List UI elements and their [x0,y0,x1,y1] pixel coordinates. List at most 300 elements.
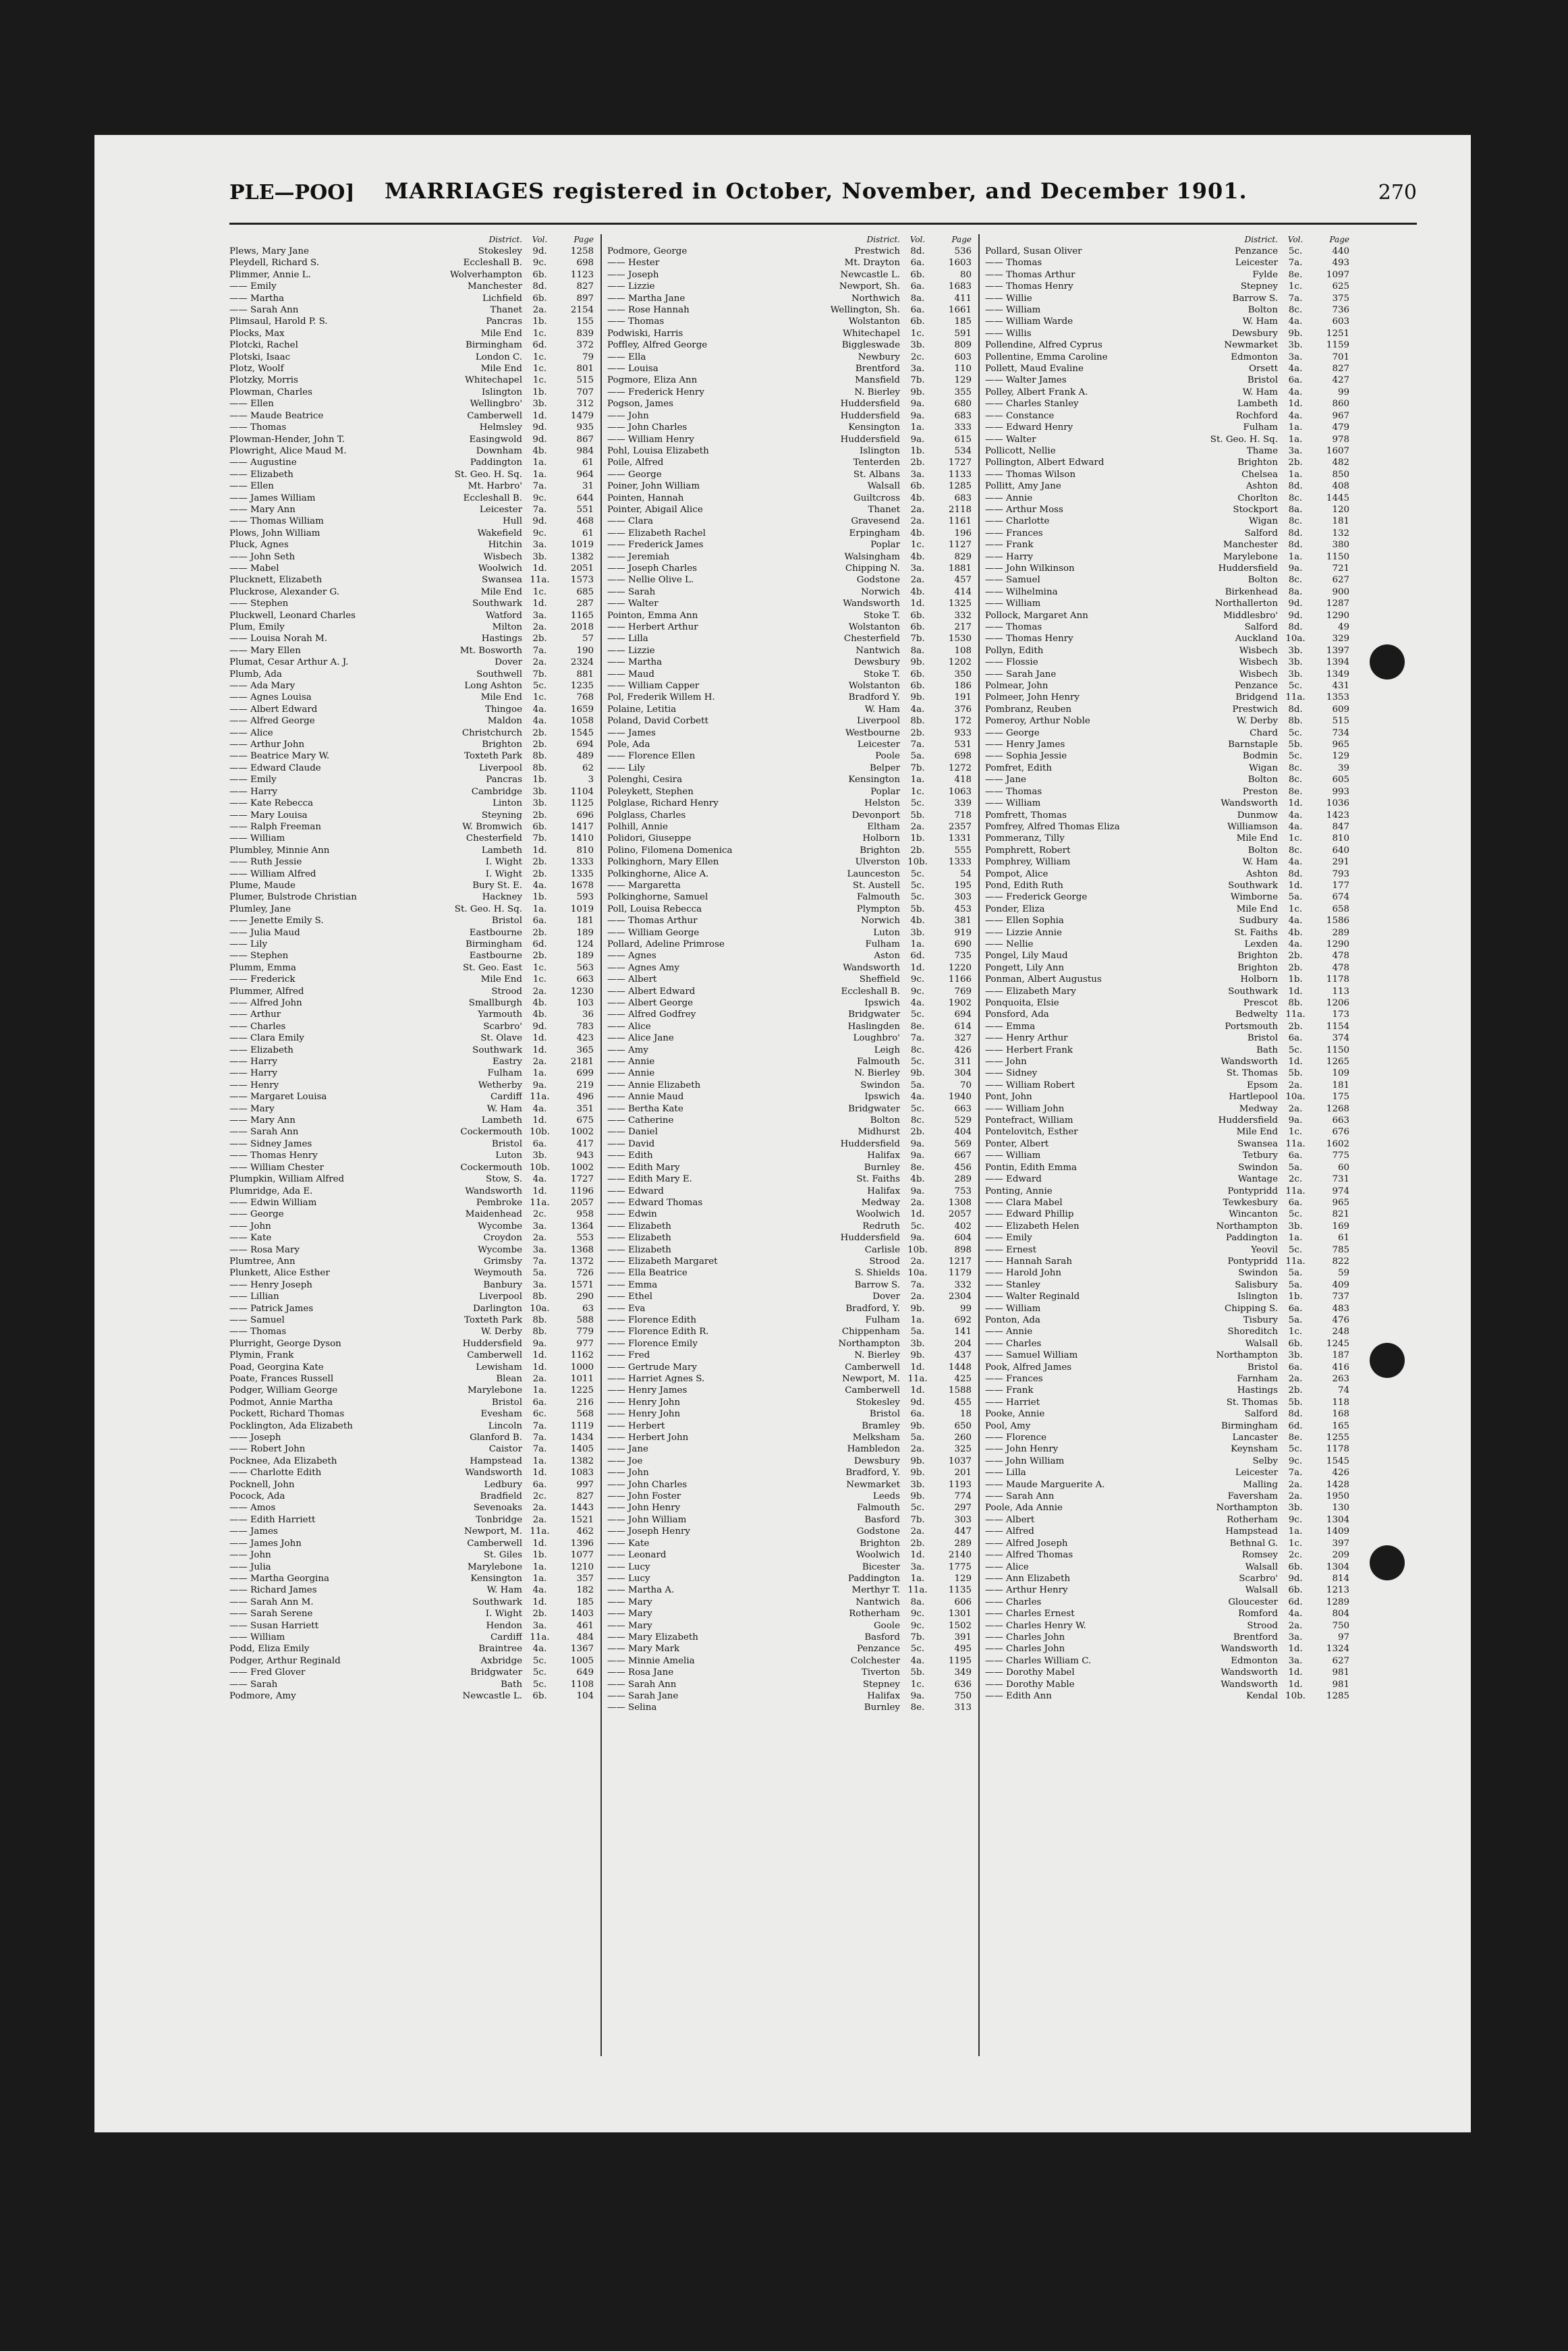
entry-district: Marylebone [1223,551,1278,562]
entry-page: 965 [1332,1197,1349,1208]
register-entry [229,1197,594,1209]
entry-volume: 2a. [910,1256,925,1267]
entry-page: 462 [576,1526,594,1537]
entry-page: 1005 [570,1655,594,1666]
entry-name: —— Flossie [985,657,1038,668]
entry-district: Wandsworth [843,962,900,973]
entry-district: Poplar [870,540,900,551]
entry-name: —— Jane [607,1444,648,1455]
entry-volume: 7a. [910,1033,925,1044]
entry-district: St. Faiths [1234,927,1278,938]
entry-page: 1220 [948,962,972,973]
register-entry [985,469,1349,480]
entry-page: 1235 [570,681,594,692]
entry-name: —— Ethel [607,1292,653,1302]
register-entry [229,1432,594,1443]
entry-district: Rochford [1235,410,1278,421]
entry-name: —— Elizabeth Mary [985,986,1076,997]
entry-volume: 5b. [1288,1068,1303,1079]
entry-page: 260 [954,1433,972,1443]
register-entry [229,856,594,868]
entry-volume: 1d. [1288,1679,1303,1690]
entry-page: 984 [576,445,594,456]
entry-name: Pluck, Agnes [229,540,289,551]
register-entry [607,1009,972,1020]
entry-name: —— Emily [985,1233,1032,1244]
entry-volume: 6b. [910,269,925,280]
entry-page: 187 [1332,1350,1349,1361]
entry-page: 1178 [1326,974,1349,985]
entry-name: —— William Chester [229,1162,325,1173]
entry-name: —— Gertrude Mary [607,1362,697,1373]
entry-volume: 9d. [1288,610,1303,621]
entry-page: 391 [954,1632,972,1642]
register-entry [229,480,594,492]
entry-page: 457 [954,575,972,586]
entry-page: 977 [576,1338,594,1349]
entry-district: Walsall [1245,1585,1278,1596]
entry-page: 97 [1337,1632,1349,1642]
entry-name: —— Thomas [607,316,665,327]
entry-page: 1127 [948,540,972,551]
entry-district: Swansea [481,575,522,586]
entry-district: Bristol [869,1409,900,1420]
register-entry [229,445,594,457]
entry-name: —— Alice [229,727,273,738]
entry-page: 414 [954,586,972,597]
entry-page: 493 [1332,258,1349,269]
register-entry [607,1068,972,1079]
entry-volume: 8c. [1288,775,1303,785]
entry-district: Chard [1250,727,1278,738]
entry-volume: 1c. [532,692,547,703]
register-entry [607,398,972,410]
entry-page: 839 [576,328,594,339]
entry-district: Thanet [490,305,522,316]
entry-district: Chipping N. [845,563,900,574]
entry-district: Camberwell [845,1362,900,1373]
entry-district: Falmouth [856,1057,900,1068]
entry-district: Cockermouth [460,1127,522,1138]
entry-name: —— Ann Elizabeth [985,1573,1071,1584]
entry-page: 168 [1332,1409,1349,1420]
register-entry [985,1138,1349,1150]
entry-page: 297 [954,1503,972,1514]
entry-name: —— Kate [607,1538,650,1549]
entry-district: Eccleshall B. [463,258,522,269]
register-entry [607,1502,972,1514]
entry-page: 591 [954,328,972,339]
entry-volume: 4a. [1288,810,1303,821]
register-entry [229,1186,594,1197]
entry-page: 1353 [1326,692,1349,703]
entry-district: Halifax [867,1690,900,1701]
entry-volume: 8b. [532,751,547,762]
entry-name: —— Willis [985,328,1032,339]
entry-volume: 1d. [1288,986,1303,997]
entry-volume: 9c. [910,1620,925,1631]
entry-page: 3 [588,775,594,785]
entry-name: —— Wilhelmina [985,586,1058,597]
entry-page: 958 [576,1209,594,1220]
entry-page: 753 [954,1186,972,1196]
entry-volume: 2b. [532,810,547,821]
entry-page: 423 [576,1033,594,1044]
entry-volume: 10b. [530,1127,550,1138]
entry-page: 248 [1332,1327,1349,1337]
entry-name: —— Nellie [985,939,1034,949]
register-entry [229,1373,594,1385]
entry-volume: 4b. [910,551,925,562]
entry-page: 965 [1332,740,1349,750]
entry-volume: 9d. [532,1021,547,1032]
entry-page: 663 [954,1103,972,1114]
entry-name: Ponting, Annie [985,1186,1053,1196]
entry-district: St. Geo. H. Sq. [454,904,522,914]
entry-district: Islington [1237,1292,1278,1302]
entry-volume: 9b. [910,1456,925,1466]
entry-district: Islington [482,387,522,397]
register-entry [985,363,1349,375]
entry-name: —— William Henry [607,434,694,445]
entry-district: Barnstaple [1228,740,1278,750]
register-entry [985,563,1349,574]
entry-district: Mt. Harbro' [468,481,522,492]
entry-district: Faversham [1227,1491,1278,1502]
register-entry [985,1303,1349,1315]
register-entry [607,1256,972,1267]
entry-page: 409 [1332,1279,1349,1290]
register-entry [607,1056,972,1068]
entry-volume: 6a. [1288,1033,1303,1044]
entry-page: 1097 [1326,269,1349,280]
entry-name: —— Samuel [229,1315,285,1325]
entry-volume: 5c. [1288,727,1303,738]
entry-page: 417 [576,1138,594,1149]
entry-district: Plympton [856,904,900,914]
entry-district: Strood [869,1256,900,1267]
entry-name: Plumm, Emma [229,962,296,973]
entry-page: 1545 [1326,1456,1349,1466]
entry-page: 614 [954,1021,972,1032]
register-entry [607,880,972,891]
entry-volume: 1d. [910,1362,925,1373]
entry-volume: 7a. [532,504,547,515]
column-header [985,234,1349,246]
entry-name: —— John [985,1057,1027,1068]
entry-district: Bridgwater [470,1667,522,1678]
entry-page: 189 [576,951,594,962]
entry-page: 810 [576,845,594,856]
entry-volume: 4a. [1288,316,1303,327]
entry-page: 416 [1332,1362,1349,1373]
entry-name: —— Charles [985,1338,1042,1349]
entry-district: Mile End [480,586,522,597]
entry-name: —— Edward Claude [229,763,321,773]
entry-volume: 1d. [532,1350,547,1361]
entry-volume: 1c. [1288,1538,1303,1549]
entry-name: —— Edith Mary [607,1162,680,1173]
entry-name: —— Harriet Agnes S. [607,1374,705,1384]
entry-volume: 1a. [1288,422,1303,433]
register-entry [607,1232,972,1244]
entry-volume: 8b. [532,1327,547,1337]
entry-page: 130 [1332,1503,1349,1514]
entry-district: Basford [864,1514,900,1525]
register-entry [607,1561,972,1573]
entry-name: —— John William [985,1456,1065,1466]
entry-page: 1019 [570,904,594,914]
register-entry [229,1091,594,1103]
entry-volume: 9b. [910,1303,925,1314]
entry-district: Swansea [1237,1138,1278,1149]
entry-name: —— Elizabeth Helen [985,1221,1080,1232]
entry-name: Pogson, James [607,399,674,410]
entry-district: Penzance [1234,681,1278,692]
entry-name: —— Albert [985,1514,1035,1525]
register-entry [607,1138,972,1150]
register-entry [607,375,972,386]
entry-name: —— William John [985,1103,1065,1114]
entry-page: 1178 [1326,1444,1349,1455]
register-entry [229,1679,594,1690]
entry-page: 365 [576,1045,594,1055]
entry-district: Mile End [480,328,522,339]
register-entry [985,1267,1349,1279]
entry-volume: 9a. [532,1080,547,1090]
entry-page: 615 [954,434,972,445]
entry-name: —— Selina [607,1703,657,1713]
register-entry [985,1655,1349,1667]
register-entry [985,1561,1349,1573]
entry-volume: 8c. [1288,575,1303,586]
entry-page: 1002 [570,1162,594,1173]
entry-name: Pond, Edith Ruth [985,880,1063,891]
entry-page: 165 [1332,1420,1349,1431]
entry-name: —— Emily [229,281,277,292]
entry-volume: 9b. [910,387,925,397]
entry-name: —— Frederick George [985,892,1088,903]
register-entry [607,328,972,339]
entry-district: Salisbury [1235,1279,1278,1290]
entry-district: Hartlepool [1229,1092,1278,1103]
entry-volume: 6b. [1288,1585,1303,1596]
entry-name: Pole, Ada [607,740,650,750]
entry-volume: 8d. [1288,868,1303,879]
entry-page: 1602 [1326,1138,1349,1149]
entry-district: Brentford [855,364,900,375]
entry-district: Mansfield [855,375,900,386]
entry-volume: 1a. [1288,1233,1303,1244]
entry-volume: 3a. [1288,1655,1303,1666]
entry-district: Leicester [857,740,900,750]
register-column-1 [229,234,594,1702]
entry-name: —— Kate [229,1233,272,1244]
register-entry [229,845,594,856]
entry-page: 699 [576,1068,594,1079]
entry-page: 1193 [948,1479,972,1490]
entry-name: —— John [229,1550,271,1561]
entry-name: —— William [985,798,1041,809]
register-entry [985,493,1349,504]
entry-district: Swindon [860,1080,900,1090]
entry-volume: 8c. [910,1045,925,1055]
register-entry [985,856,1349,868]
entry-page: 109 [1332,1068,1349,1079]
register-entry [985,763,1349,774]
entry-volume: 1d. [532,1468,547,1478]
entry-volume: 4b. [532,445,547,456]
entry-name: —— Thomas Arthur [985,269,1075,280]
entry-name: Plowright, Alice Maud M. [229,445,347,456]
entry-name: —— Margaret Louisa [229,1092,327,1103]
entry-volume: 9a. [910,1690,925,1701]
entry-district: Kensington [470,1573,522,1584]
entry-volume: 2a. [532,1514,547,1525]
entry-volume: 9d. [532,516,547,527]
entry-volume: 3b. [910,340,925,351]
entry-district: Christchurch [461,727,522,738]
entry-name: Pomfrey, Alfred Thomas Eliza [985,821,1120,832]
register-entry [607,1491,972,1502]
entry-page: 531 [954,740,972,750]
register-entry [607,962,972,974]
entry-page: 1202 [948,657,972,668]
register-entry [229,1632,594,1643]
register-entry [607,1632,972,1643]
register-entry [985,1244,1349,1256]
entry-page: 113 [1332,986,1349,997]
entry-volume: 6a. [1288,375,1303,386]
entry-name: Plocks, Max [229,328,285,339]
register-entry [607,1549,972,1561]
entry-name: —— Arthur [229,1009,281,1020]
entry-page: 1405 [570,1444,594,1455]
register-entry [607,1526,972,1537]
entry-volume: 11a. [530,1197,550,1208]
entry-volume: 9c. [532,493,547,503]
entry-district: N. Bierley [854,1068,900,1079]
entry-district: Bolton [1248,305,1278,316]
entry-name: Plumridge, Ada E. [229,1186,313,1196]
entry-district: Wycombe [478,1221,522,1232]
entry-name: —— Charlotte Edith [229,1468,322,1478]
entry-page: 1324 [1326,1644,1349,1655]
entry-page: 39 [1337,763,1349,773]
entry-name: —— John [229,1221,271,1232]
entry-volume: 5a. [1288,1268,1303,1279]
register-entry [229,1162,594,1173]
entry-volume: 1d. [532,1186,547,1196]
register-entry [985,1338,1349,1350]
entry-page: 675 [576,1115,594,1126]
entry-volume: 5a. [532,1268,547,1279]
punch-hole [1370,1545,1405,1580]
entry-volume: 8e. [910,1703,925,1713]
register-entry [229,304,594,316]
register-entry [985,1608,1349,1620]
entry-name: —— Charles John [985,1644,1065,1655]
entry-page: 1396 [570,1538,594,1549]
entry-district: Tisbury [1243,1315,1278,1325]
entry-volume: 1c. [1288,281,1303,292]
register-entry [607,469,972,480]
register-entry [229,1103,594,1115]
entry-district: Huddersfield [840,1138,900,1149]
register-entry [607,1032,972,1044]
entry-name: —— Walter [985,434,1036,445]
entry-name: —— Nellie Olive L. [607,575,694,586]
register-entry [229,739,594,750]
entry-district: Easingwold [469,434,522,445]
register-entry [985,304,1349,316]
entry-name: —— Charles Henry W. [985,1620,1086,1631]
register-entry [229,915,594,926]
entry-name: —— Alfred Godfrey [607,1009,696,1020]
entry-district: Wandsworth [465,1468,522,1478]
entry-page: 103 [576,998,594,1008]
entry-district: Wisbech [1239,657,1278,668]
entry-page: 829 [954,551,972,562]
entry-volume: 8e. [910,1021,925,1032]
register-entry [985,1032,1349,1044]
entry-district: Auckland [1235,634,1278,644]
entry-page: 809 [954,340,972,351]
entry-name: —— Charles [229,1021,286,1032]
entry-name: —— Joseph [229,1433,281,1443]
register-entry [607,810,972,821]
entry-district: Mt. Drayton [844,258,900,269]
entry-district: Melksham [852,1433,900,1443]
entry-page: 935 [576,422,594,433]
register-entry [985,398,1349,410]
entry-page: 1213 [1326,1585,1349,1596]
entry-page: 129 [954,1573,972,1584]
entry-page: 426 [954,1045,972,1055]
entry-district: Thame [1246,445,1278,456]
entry-name: —— Albert [607,974,657,985]
entry-district: Burnley [864,1162,900,1173]
register-entry [229,1291,594,1302]
entry-district: Wolstanton [848,316,900,327]
register-entry [229,328,594,339]
entry-volume: 1b. [532,387,547,397]
entry-name: Poiner, John William [607,481,700,492]
entry-district: Northampton [1216,1221,1278,1232]
entry-district: Wolverhampton [449,269,522,280]
entry-name: —— Mary Ann [229,1115,296,1126]
entry-page: 312 [576,399,594,410]
entry-district: Bristol [1247,1033,1278,1044]
entry-name: Poll, Louisa Rebecca [607,904,702,914]
entry-page: 1255 [1326,1433,1349,1443]
entry-page: 290 [576,1292,594,1302]
entry-volume: 6b. [910,681,925,692]
register-entry [607,1150,972,1161]
entry-volume: 1d. [532,563,547,574]
register-entry [229,974,594,985]
entry-district: Birkenhead [1225,586,1278,597]
entry-volume: 4b. [910,916,925,926]
entry-district: Lambeth [1237,399,1278,410]
entry-volume: 7a. [1288,1468,1303,1478]
entry-volume: 10a. [1285,1092,1306,1103]
register-entry [985,445,1349,457]
register-entry [985,434,1349,445]
entry-district: Pembroke [476,1197,522,1208]
entry-page: 339 [954,798,972,809]
entry-name: Pocknee, Ada Elizabeth [229,1456,337,1466]
